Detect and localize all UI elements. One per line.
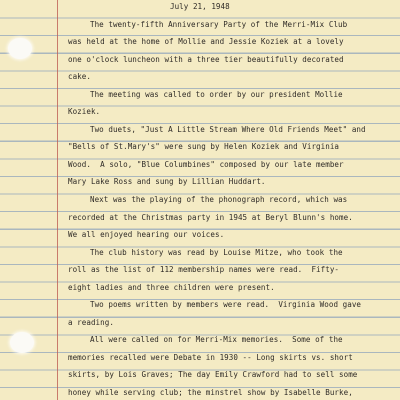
text-line: a reading.: [68, 317, 114, 327]
text-line: Mary Lake Ross and sung by Lillian Huddart.: [68, 177, 266, 187]
text-line: was held at the home of Mollie and Jessie Koziek at a lovely: [68, 37, 344, 47]
document-date: July 21, 1948: [170, 2, 230, 11]
text-line: roll as the list of 112 membership names were read. Fifty-: [68, 265, 340, 275]
text-line: memories recalled were Debate in 1930 -- Long skirts vs. short: [68, 352, 353, 362]
text-line: Next was the playing of the phonograph record, which was: [90, 195, 348, 205]
text-line: Two poems written by members were read. Virginia Wood gave: [90, 300, 362, 310]
text-line: Wood. A solo, "Blue Columbines" composed by our late member: [68, 159, 344, 169]
text-line: recorded at the Christmas party in 1945 at Beryl Blunn's home.: [68, 212, 353, 222]
text-line: The twenty-fifth Anniversary Party of the Merri-Mix Club: [90, 19, 348, 29]
text-line: "Bells of St.Mary's" were sung by Helen Koziek and Virginia: [68, 142, 340, 152]
text-line: Two duets, "Just A Little Stream Where Old Friends Meet" and: [90, 124, 366, 134]
text-line: We all enjoyed hearing our voices.: [68, 230, 225, 240]
text-line: eight ladies and three children were present.: [68, 282, 275, 292]
text-line: Koziek.: [68, 107, 101, 117]
text-line: one o'clock luncheon with a three tier beautifully decorated: [68, 54, 344, 64]
text-line: All were called on for Merri-Mix memories. Some of the: [90, 335, 343, 345]
text-line: cake.: [68, 72, 91, 82]
text-line: The meeting was called to order by our president Mollie: [90, 89, 343, 99]
text-line: skirts, by Lois Graves; The day Emily Crawford had to sell some: [68, 370, 358, 380]
text-line: honey while serving club; the minstrel show by Isabelle Burke,: [68, 388, 353, 398]
text-line: The club history was read by Louise Mitze, who took the: [90, 247, 343, 257]
